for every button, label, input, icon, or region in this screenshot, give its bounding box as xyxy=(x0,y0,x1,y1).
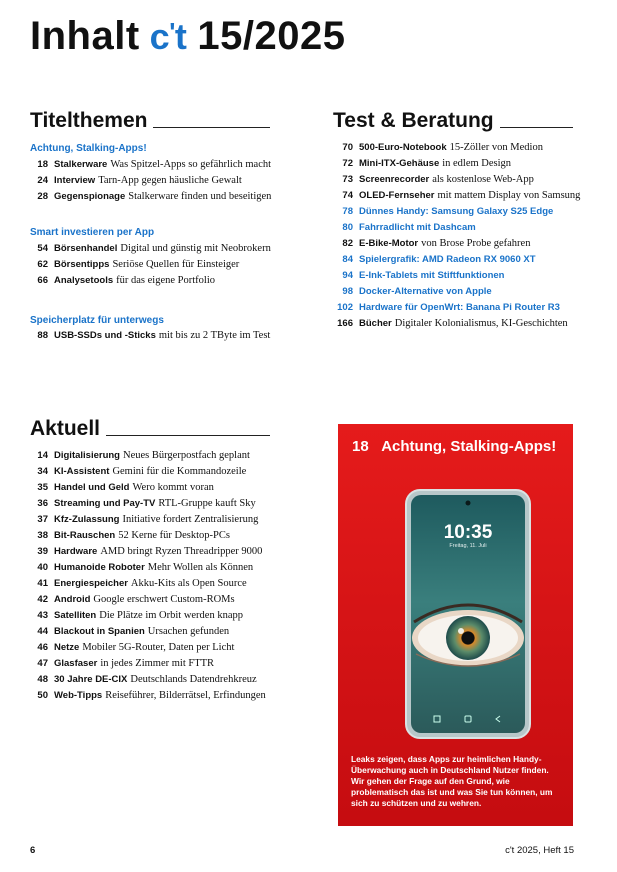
section-aktuell xyxy=(30,417,270,441)
group-list xyxy=(30,241,271,289)
section-heading: Titelthemen xyxy=(30,109,270,133)
group-list xyxy=(30,328,270,344)
toc-entry[interactable]: 73 Screenrecorder als kostenlose Web-App xyxy=(342,174,534,185)
toc-entry[interactable]: 35 Handel und Geld Wero kommt voran xyxy=(37,482,214,493)
title-issue: 15/2025 xyxy=(197,14,346,58)
ct-logo: c ' t xyxy=(149,15,188,57)
page-title xyxy=(30,14,345,59)
toc-entry[interactable]: 18 Stalkerware Was Spitzel-Apps so gefährlich macht xyxy=(37,159,272,170)
toc-entry[interactable]: 166 Bücher Digitaler Kolonialismus, KI-Geschichten xyxy=(337,318,568,329)
toc-entry[interactable]: 54 Börsenhandel Digital und günstig mit Neobrokern xyxy=(37,243,271,254)
section-heading: Test & Beratung xyxy=(333,109,573,133)
toc-entry[interactable]: 50 Web-Tipps Reiseführer, Bilderrätsel, Erfindungen xyxy=(37,690,266,701)
toc-entry[interactable]: 38 Bit-Rauschen 52 Kerne für Desktop-PCs xyxy=(37,530,230,541)
cover-heading: 18 Achtung, Stalking-Apps! xyxy=(352,438,557,455)
toc-entry[interactable]: 72 Mini-ITX-Gehäuse in edlem Design xyxy=(342,158,512,169)
toc-entry[interactable]: 46 Netze Mobiler 5G-Router, Daten per Licht xyxy=(37,642,235,653)
toc-entry[interactable]: 37 Kfz-Zulassung Initiative fordert Zentralisierung xyxy=(37,514,259,525)
test-list xyxy=(333,140,580,332)
toc-entry[interactable]: 36 Streaming und Pay-TV RTL-Gruppe kauft Sky xyxy=(37,498,256,509)
group-label[interactable]: Speicherplatz für unterwegs xyxy=(30,315,164,326)
toc-entry[interactable]: 98 Docker-Alternative von Apple xyxy=(342,286,492,297)
toc-entry[interactable]: 62 Börsentipps Seriöse Quellen für Einsteiger xyxy=(37,259,240,270)
cover-text: Leaks zeigen, dass Apps zur heimlichen Handy-Überwachung auch in Deutschland Nutzer finden. Wir gehen der Frage auf den Grund, wie problematisch das ist und was Sie tun können, um sich zu schützen und zu wehren. xyxy=(351,754,553,808)
heading-rule xyxy=(106,435,270,436)
toc-entry[interactable]: 102 Hardware für OpenWrt: Banana Pi Router R3 xyxy=(337,302,560,313)
section-titelthemen xyxy=(30,109,270,133)
footer-issue: c't 2025, Heft 15 xyxy=(505,845,574,856)
phone-date: Freitag, 11. Juli xyxy=(449,543,487,549)
page-number: 6 xyxy=(30,845,36,856)
toc-entry[interactable]: 43 Satelliten Die Plätze im Orbit werden knapp xyxy=(37,610,243,621)
toc-entry[interactable]: 94 E-Ink-Tablets mit Stiftfunktionen xyxy=(342,270,505,281)
toc-entry[interactable]: 14 Digitalisierung Neues Bürgerpostfach geplant xyxy=(37,450,250,461)
toc-entry[interactable]: 74 OLED-Fernseher mit mattem Display von Samsung xyxy=(342,190,581,201)
phone-time: 10:35 xyxy=(443,522,493,543)
section-test xyxy=(333,109,573,133)
toc-entry[interactable]: 40 Humanoide Roboter Mehr Wollen als Können xyxy=(37,562,254,573)
toc-entry[interactable]: 80 Fahrradlicht mit Dashcam xyxy=(342,222,476,233)
toc-entry[interactable]: 70 500-Euro-Notebook 15-Zöller von Medion xyxy=(342,142,543,153)
toc-entry[interactable]: 88 USB-SSDs und -Sticks mit bis zu 2 TByte im Test xyxy=(37,330,271,341)
toc-entry[interactable]: 78 Dünnes Handy: Samsung Galaxy S25 Edge xyxy=(342,206,554,217)
toc-entry[interactable]: 39 Hardware AMD bringt Ryzen Threadripper 9000 xyxy=(37,546,263,557)
toc-entry[interactable]: 47 Glasfaser in jedes Zimmer mit FTTR xyxy=(37,658,215,669)
heading-rule xyxy=(500,127,573,128)
toc-entry[interactable]: 84 Spielergrafik: AMD Radeon RX 9060 XT xyxy=(342,254,536,265)
section-heading: Aktuell xyxy=(30,417,270,441)
toc-entry[interactable]: 82 E-Bike-Motor von Brose Probe gefahren xyxy=(342,238,531,249)
group-label[interactable]: Achtung, Stalking-Apps! xyxy=(30,143,147,154)
aktuell-list xyxy=(30,448,266,704)
title-prefix: Inhalt xyxy=(30,14,140,58)
group-list xyxy=(30,157,271,205)
toc-entry[interactable]: 34 KI-Assistent Gemini für die Kommandozeile xyxy=(37,466,247,477)
toc-entry[interactable]: 66 Analysetools für das eigene Portfolio xyxy=(37,275,215,286)
toc-entry[interactable]: 24 Interview Tarn-App gegen häusliche Gewalt xyxy=(37,175,242,186)
heading-rule xyxy=(153,127,270,128)
toc-entry[interactable]: 42 Android Google erschwert Custom-ROMs xyxy=(37,594,235,605)
toc-entry[interactable]: 28 Gegenspionage Stalkerware finden und beseitigen xyxy=(37,191,272,202)
toc-entry[interactable]: 41 Energiespeicher Akku-Kits als Open Source xyxy=(37,578,247,589)
group-label[interactable]: Smart investieren per App xyxy=(30,227,155,238)
toc-entry[interactable]: 48 30 Jahre DE-CIX Deutschlands Datendrehkreuz xyxy=(37,674,257,685)
toc-entry[interactable]: 44 Blackout in Spanien Ursachen gefunden xyxy=(37,626,230,637)
